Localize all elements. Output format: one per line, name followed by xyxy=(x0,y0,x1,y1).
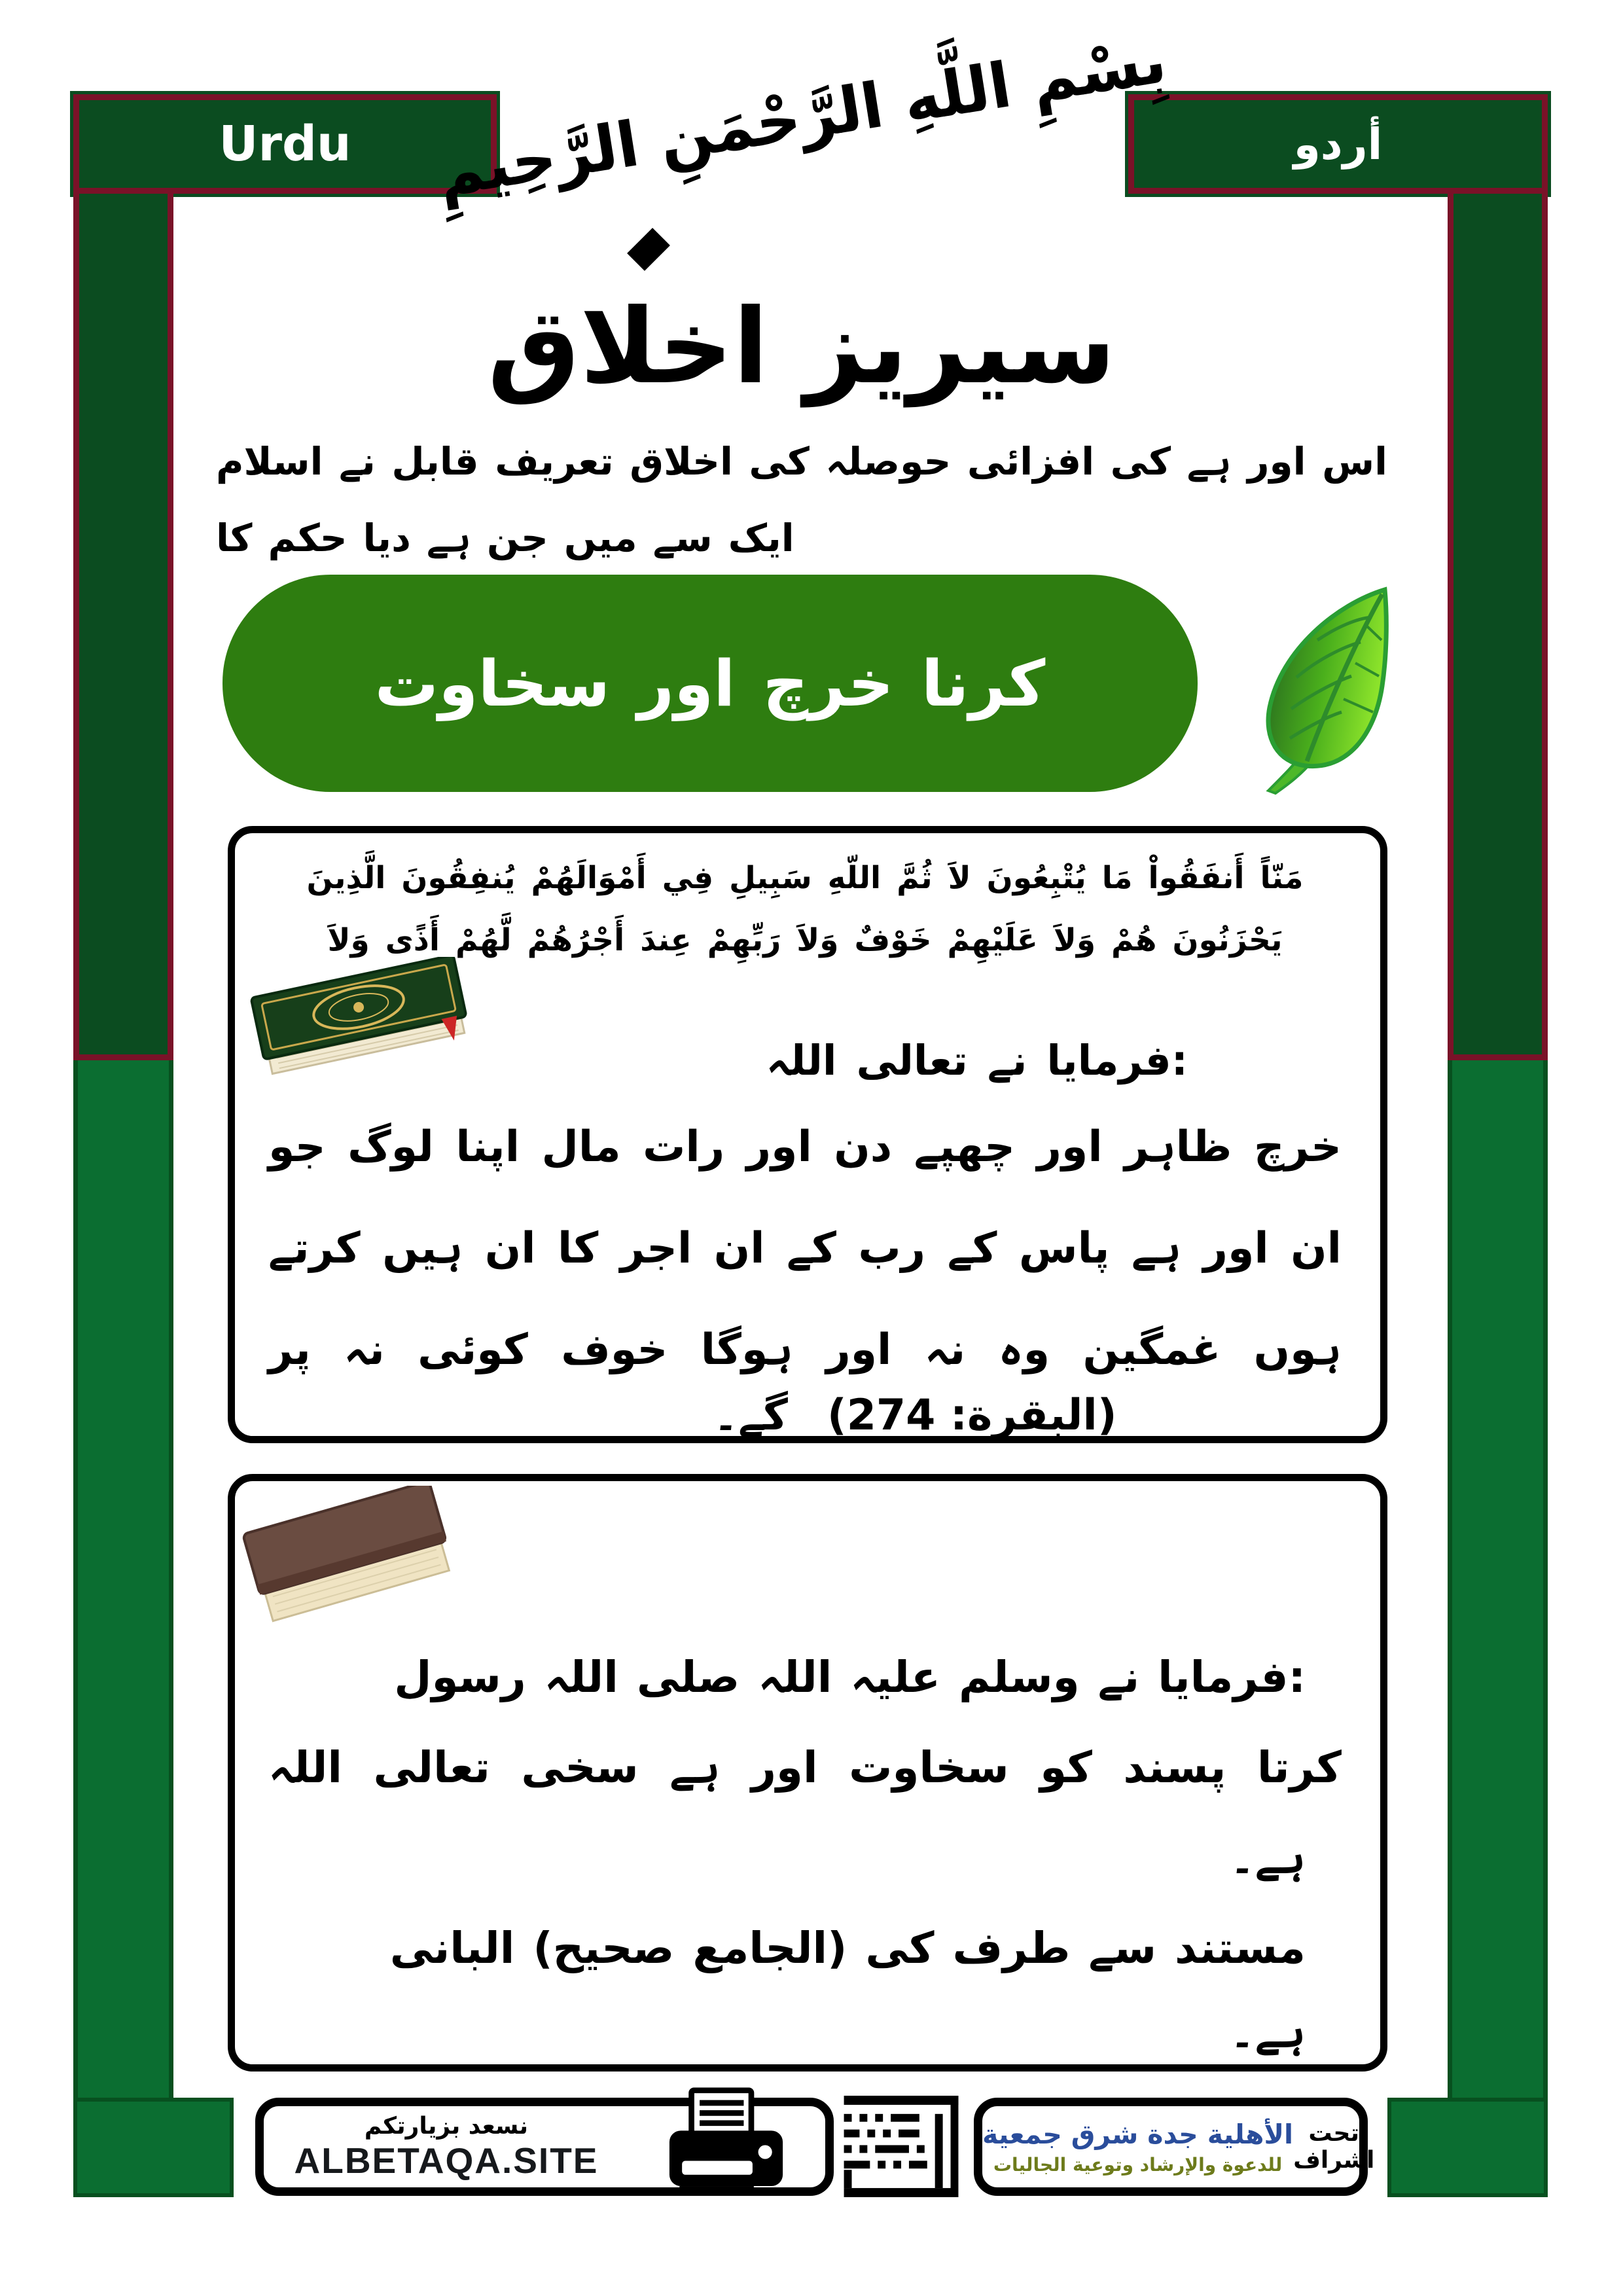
translation-line-1: جو لوگ اپنا مال رات اور دن چھپے اور ظاہر خرچ xyxy=(268,1122,1342,1172)
printer-icon xyxy=(662,2087,790,2203)
verse-line-2: وَلاَ أَذًى لَّهُمْ أَجْرُهُمْ عِندَ رَبِّهِمْ وَلاَ خَوْفٌ عَلَيْهِمْ وَلاَ هُمْ يَحْزَنُونَ xyxy=(327,922,1283,958)
hadith-line-4: البانی (صحیح الجامع) کی طرف سے مستند xyxy=(389,1923,1306,1973)
hadith-book-image xyxy=(241,1486,470,1643)
translation-line-4-citation xyxy=(268,1382,1342,1448)
bottom-right-corner-block xyxy=(1387,2098,1548,2197)
visit-welcome-text: نسعد بزيارتكم xyxy=(364,2112,529,2140)
organization-tagline: للدعوة والإرشاد وتوعية الجاليات xyxy=(993,2153,1283,2176)
hadith-line-3: ہے۔ xyxy=(1229,1833,1306,1883)
under-supervision-label xyxy=(1293,2106,1374,2187)
hadith-line-1: رسول اللہ صلی اللہ علیہ وسلم نے فرمایا: xyxy=(394,1652,1306,1702)
right-border-strip-dark xyxy=(1448,194,1548,1060)
supervision-banner xyxy=(974,2098,1375,2196)
quran-heading: اللہ تعالی نے فرمایا: xyxy=(766,1037,1188,1085)
site-name[interactable]: ALBETAQA.SITE xyxy=(294,2140,599,2181)
leaf-icon xyxy=(1239,578,1416,797)
series-title: اخلاق سیریز xyxy=(487,287,1116,407)
verse-citation: (البقرة: 274) xyxy=(827,1390,1117,1440)
verse-line-1: الَّذِينَ يُنفِقُونَ أَمْوَالَهُمْ فِي سَبِيلِ اللّهِ ثُمَّ لاَ يُتْبِعُونَ مَا أَنفَقُواْ مَنّاً xyxy=(306,859,1304,896)
organization-name: جمعية شرق جدة الأهلية xyxy=(982,2118,1294,2150)
supervision-word-2: اشراف xyxy=(1293,2147,1375,2174)
bismillah-calligraphy xyxy=(406,20,1198,216)
hadith-line-5: ہے۔ xyxy=(1229,2007,1306,2057)
supervision-word-1: تحت xyxy=(1308,2120,1359,2147)
right-border-strip-light xyxy=(1448,1060,1548,2098)
left-border-strip-dark xyxy=(73,194,173,1060)
hadith-line-2: اللہ تعالی سخی ہے اور سخاوت کو پسند کرتا xyxy=(268,1742,1342,1793)
organization-names xyxy=(982,2106,1293,2187)
translation-line-2: کرتے ہیں ان کا اجر ان کے رب کے پاس ہے اور ان xyxy=(268,1224,1342,1273)
intro-line-1: اسلام نے قابل تعریف اخلاق کی حوصلہ افزائی کی ہے اور اس xyxy=(216,439,1387,484)
language-label-ar-text: أردو xyxy=(1293,118,1383,170)
kufic-square-logo xyxy=(836,2096,967,2197)
language-label-en-text: Urdu xyxy=(219,116,351,172)
topic-pill-label: سخاوت اور خرچ کرنا xyxy=(374,646,1046,721)
bismillah-text: بِسْمِ اللَّهِ الرَّحْمَنِ الرَّحِيمِ xyxy=(432,24,1171,211)
translation-line-3: پر نہ کوئی خوف ہوگا اور نہ وہ غمگین ہوں xyxy=(268,1325,1342,1374)
left-border-strip-light xyxy=(73,1060,173,2098)
translation-last-word: گے۔ xyxy=(713,1390,788,1440)
bottom-left-corner-block xyxy=(73,2098,234,2197)
intro-line-2: کا حکم دیا ہے جن میں سے ایک xyxy=(216,516,794,560)
